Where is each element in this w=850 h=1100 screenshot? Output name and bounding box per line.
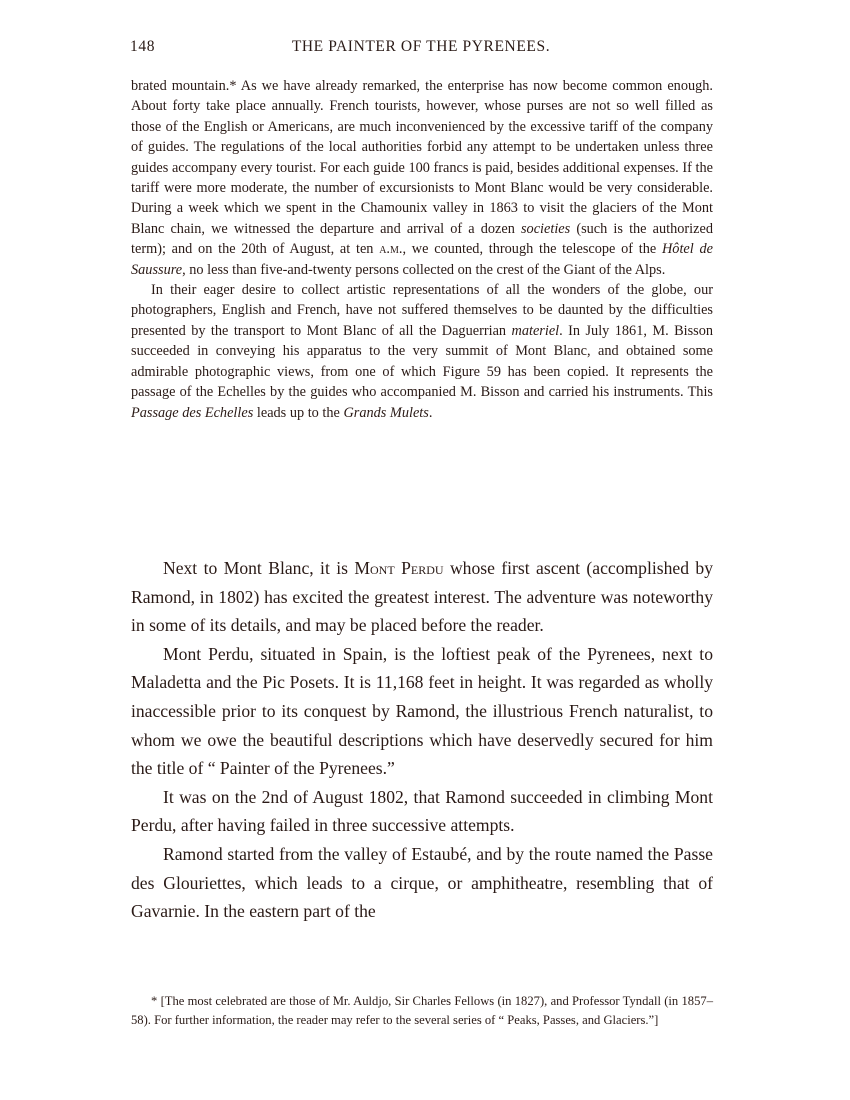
page-number: 148 [130,38,156,55]
continued-text-block [131,76,713,423]
emphasis-materiel: materiel [511,322,560,339]
paragraph-photographers: In their eager desire to collect artistic representations of all the wonders of the globe, our photographers, English and French, have not suffered themselves to be daunted by the difficulties presented by the transport to Mont Blanc of all the Daguerrian materiel. In July 1861, M. Bisson succeeded in conveying his apparatus to the very summit of Mont Blanc, and obtained some admirable photographic views, from one of which Figure 59 has been copied. It represents the passage of the Echelles by the guides who accompanied M. Bisson and carried his instruments. This Passage des Echelles leads up to the Grands Mulets. [131,282,713,421]
paragraph-ascent-date: It was on the 2nd of August 1802, that Ramond succeeded in climbing Mont Perdu, after having failed in three successive attempts. [131,786,713,836]
paragraph-mont-blanc-ascents: brated mountain.* As we have already remarked, the enterprise has now become common enough. About forty take place annually. French tourists, however, whose purses are not so well filled as those of the English or Americans, are much inconvenienced by the excessive tariff of the company of guides. The regulations of the local authorities forbid any attempt to be undertaken unless three guides accompany every tourist. For each guide 100 francs is paid, besides additional expenses. If the tariff were more moderate, the number of excursionists to Mont Blanc would be very considerable. During a week which we spent in the Chamounix valley in 1863 to visit the glaciers of the Mont Blanc chain, we witnessed the departure and arrival of a dozen societies (such is the authorized term); and on the 20th of August, at ten a.m., we counted, through the telescope of the Hôtel de Saussure, no less than five-and-twenty persons collected on the crest of the Giant of the Alps. [131,78,713,278]
running-head: THE PAINTER OF THE PYRENEES. [291,38,551,55]
main-text-block [131,554,713,926]
paragraph-mont-perdu-intro: Next to Mont Blanc, it is Mont Perdu whose first ascent (accomplished by Ramond, in 1802) has excited the greatest interest. The adventure was noteworthy in some of its details, and may be placed before the reader. [131,558,713,636]
page-header [130,38,712,60]
emphasis-passage-des-echelles: Passage des Echelles [131,404,254,421]
time-am: a.m. [379,241,403,258]
emphasis-hotel-de-saussure: Hôtel de Saussure [131,241,713,278]
footnote-text: * [The most celebrated are those of Mr. Auldjo, Sir Charles Fellows (in 1827), and Professor Tyndall (in 1857–58). For further information, the reader may refer to the several series of “ Peaks, Passes, and Glaciers.”] [131,994,713,1027]
mont-perdu-small-caps: Mont Perdu [354,558,444,578]
footnote [131,992,713,1029]
emphasis-grands-mulets: Grands Mulets [343,404,429,421]
paragraph-mont-perdu-description: Mont Perdu, situated in Spain, is the loftiest peak of the Pyrenees, next to Maladetta and the Pic Posets. It is 11,168 feet in height. It was regarded as wholly inaccessible prior to its conquest by Ramond, the illustrious French naturalist, to whom we owe the beautiful descriptions which have deservedly secured for him the title of “ Painter of the Pyrenees.” [131,643,713,779]
paragraph-ramond-route: Ramond started from the valley of Estaubé, and by the route named the Passe des Glouriettes, which leads to a cirque, or amphitheatre, resembling that of Gavarnie. In the eastern part of the [131,843,713,922]
emphasis-societies: societies [520,220,571,237]
